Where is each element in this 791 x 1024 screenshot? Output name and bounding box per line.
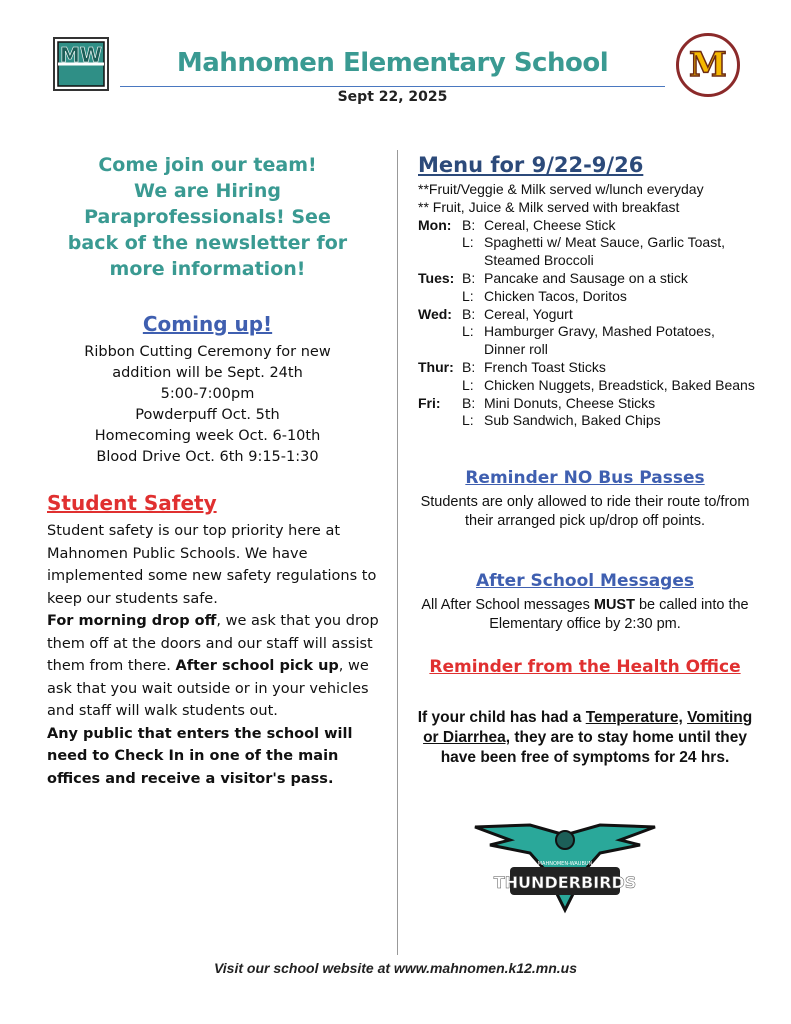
menu-day-row: L: Chicken Tacos, Doritos	[462, 287, 627, 304]
menu-day-row: Thur: B: French Toast Sticks	[418, 358, 606, 375]
thunderbirds-logo	[470, 815, 660, 915]
coming-up-list: Ribbon Cutting Ceremony for new addition will be Sept. 24th 5:00-7:00pm Powderpuff Oct. 5th Homecoming week Oct. 6-10th Blood Drive Oct. 6th 9:15-1:30	[84, 344, 331, 465]
student-safety-heading: Student Safety	[47, 491, 217, 515]
newsletter-date: Sept 22, 2025	[337, 89, 448, 105]
menu-heading: Menu for 9/22-9/26	[418, 153, 644, 177]
menu-day-row: Mon: B: Cereal, Cheese Stick	[418, 216, 616, 233]
menu-day-row: L: Hamburger Gravy, Mashed Potatoes, Dinner roll	[462, 323, 715, 358]
bus-passes-heading: Reminder NO Bus Passes	[465, 468, 705, 488]
mw-logo	[52, 36, 110, 92]
menu-day-row: Wed: B: Cereal, Yogurt	[418, 305, 573, 322]
coming-up-heading: Coming up!	[142, 312, 273, 336]
svg-text:MW: MW	[60, 43, 102, 67]
lunch-menu: **Fruit/Veggie & Milk served w/lunch everyday ** Fruit, Juice & Milk served with breakfast Mon: B: Cereal, Cheese Stick L: Spaghetti w/ Meat Sauce, Garlic Toast, Steamed Broccoli Tues: B: Pancake and Sausage on a stick L: Chicken Tacos, Doritos Wed: B: Cereal, Yogurt L: Hamburger Gravy, Mashed Potatoes, Dinner roll Thur: B: French Toast Sticks L: Chicken Nuggets, Breadstick, Baked Beans Fri: B: Mini Donuts, Cheese Sticks L: Sub Sandwich, Baked Chips	[418, 181, 758, 430]
m-logo: M	[676, 33, 740, 97]
menu-day-row: L: Spaghetti w/ Meat Sauce, Garlic Toast, Steamed Broccoli	[462, 234, 725, 269]
after-school-text: All After School messages MUST be called into the Elementary office by 2:30 pm.	[421, 597, 749, 632]
after-school-heading: After School Messages	[475, 571, 694, 591]
menu-day-row: L: Sub Sandwich, Baked Chips	[462, 412, 661, 429]
svg-text:MAHNOMEN-WAUBUN: MAHNOMEN-WAUBUN	[537, 861, 593, 867]
health-office-heading: Reminder from the Health Office	[429, 657, 741, 677]
hiring-notice: Come join our team! We are Hiring Paraprofessionals! See back of the newsletter for more information!	[67, 154, 348, 280]
svg-text:THUNDERBIRDS: THUNDERBIRDS	[493, 873, 637, 892]
health-office-text: If your child has had a Temperature, Vomiting or Diarrhea, they are to stay home until they have been free of symptoms for 24 hrs.	[417, 709, 753, 766]
school-title: Mahnomen Elementary School	[176, 48, 609, 78]
menu-day-row: Fri: B: Mini Donuts, Cheese Sticks	[418, 394, 656, 411]
title-rule	[120, 86, 665, 87]
bus-passes-text: Students are only allowed to ride their route to/from their arranged pick up/drop off points.	[420, 494, 750, 529]
website-footer: Visit our school website at www.mahnomen.k12.mn.us	[213, 960, 578, 976]
student-safety-text: Student safety is our top priority here at Mahnomen Public Schools. We have implemented some new safety regulations to keep our students safe. For morning drop off, we ask that you drop them off at the doors and our staff will assist them from there. After school pick up, we ask that you wait outside or in your vehicles and staff will walk students out. Any public that enters the school will need to Check In in one of the main offices and receive a visitor's pass.	[47, 523, 379, 787]
menu-day-row: L: Chicken Nuggets, Breadstick, Baked Beans	[462, 376, 755, 393]
column-divider	[397, 150, 398, 955]
menu-day-row: Tues: B: Pancake and Sausage on a stick	[418, 269, 688, 286]
